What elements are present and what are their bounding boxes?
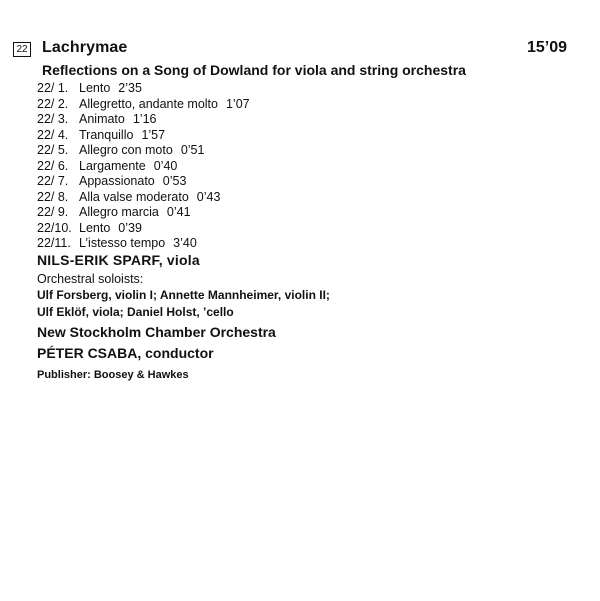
conductor-name: PÉTER CSABA, conductor — [37, 345, 214, 361]
movement-time: 1’57 — [141, 127, 166, 142]
track-number-box: 22 — [13, 42, 31, 57]
movement-name: Allegro marcia — [79, 205, 159, 219]
movement-number: 22/ 1. — [37, 81, 69, 95]
movement-item — [37, 81, 250, 97]
orchestra-name: New Stockholm Chamber Orchestra — [37, 324, 276, 340]
movement-item — [37, 236, 250, 252]
movement-name: Alla valse moderato — [79, 189, 189, 204]
movement-number: 22/ 4. — [37, 127, 69, 142]
featured-soloist: NILS-ERIK SPARF, viola — [37, 252, 200, 268]
movement-time: 1’16 — [132, 112, 157, 126]
movement-name: L’istesso tempo — [79, 236, 166, 250]
movement-number: 22/11. — [37, 236, 71, 250]
movement-item — [37, 128, 250, 144]
movement-number: 22/ 5. — [37, 143, 69, 157]
orchestral-soloists-label: Orchestral soloists: — [37, 272, 144, 286]
movement-time: 0’40 — [153, 158, 178, 173]
movement-name: Tranquillo — [79, 127, 134, 142]
movement-number: 22/ 9. — [37, 205, 69, 219]
movement-name: Allegretto, andante molto — [79, 96, 218, 111]
publisher-line: Publisher: Boosey & Hawkes — [37, 369, 189, 381]
movement-item — [37, 143, 250, 159]
movement-time: 0’41 — [166, 205, 191, 219]
movement-time: 1’07 — [225, 96, 250, 111]
movement-item — [37, 97, 250, 113]
movement-item — [37, 174, 250, 190]
movement-item — [37, 112, 250, 128]
movement-name: Animato — [79, 112, 125, 126]
movement-item — [37, 205, 250, 221]
movement-number: 22/ 3. — [37, 112, 69, 126]
movement-number: 22/ 6. — [37, 158, 69, 173]
movement-time: 0’39 — [118, 220, 142, 235]
movement-time: 0’43 — [196, 189, 221, 204]
movement-number: 22/10. — [37, 220, 72, 235]
movement-time: 0’53 — [162, 174, 187, 188]
movement-time: 0’51 — [180, 143, 205, 157]
movement-name: Lento — [79, 220, 111, 235]
orchestral-soloists-line-1: Ulf Forsberg, violin I; Annette Mannheimer, violin II; — [37, 288, 330, 302]
work-subtitle: Reflections on a Song of Dowland for viola and string orchestra — [42, 62, 466, 78]
movement-name: Lento — [79, 81, 111, 95]
movement-item — [37, 159, 250, 175]
movement-number: 22/ 8. — [37, 189, 69, 204]
movement-number: 22/ 7. — [37, 174, 69, 188]
movement-name: Largamente — [79, 158, 146, 173]
orchestral-soloists-line-2: Ulf Eklöf, viola; Daniel Holst, ’cello — [37, 305, 234, 319]
movement-item — [37, 221, 250, 237]
work-title: Lachrymae — [42, 39, 128, 56]
movement-time: 2’35 — [118, 81, 142, 95]
movement-name: Appassionato — [79, 174, 155, 188]
movement-list — [37, 81, 250, 252]
movement-item — [37, 190, 250, 206]
work-duration: 15’09 — [526, 39, 567, 56]
movement-number: 22/ 2. — [37, 96, 69, 111]
movement-name: Allegro con moto — [79, 143, 173, 157]
movement-time: 3’40 — [173, 236, 197, 250]
